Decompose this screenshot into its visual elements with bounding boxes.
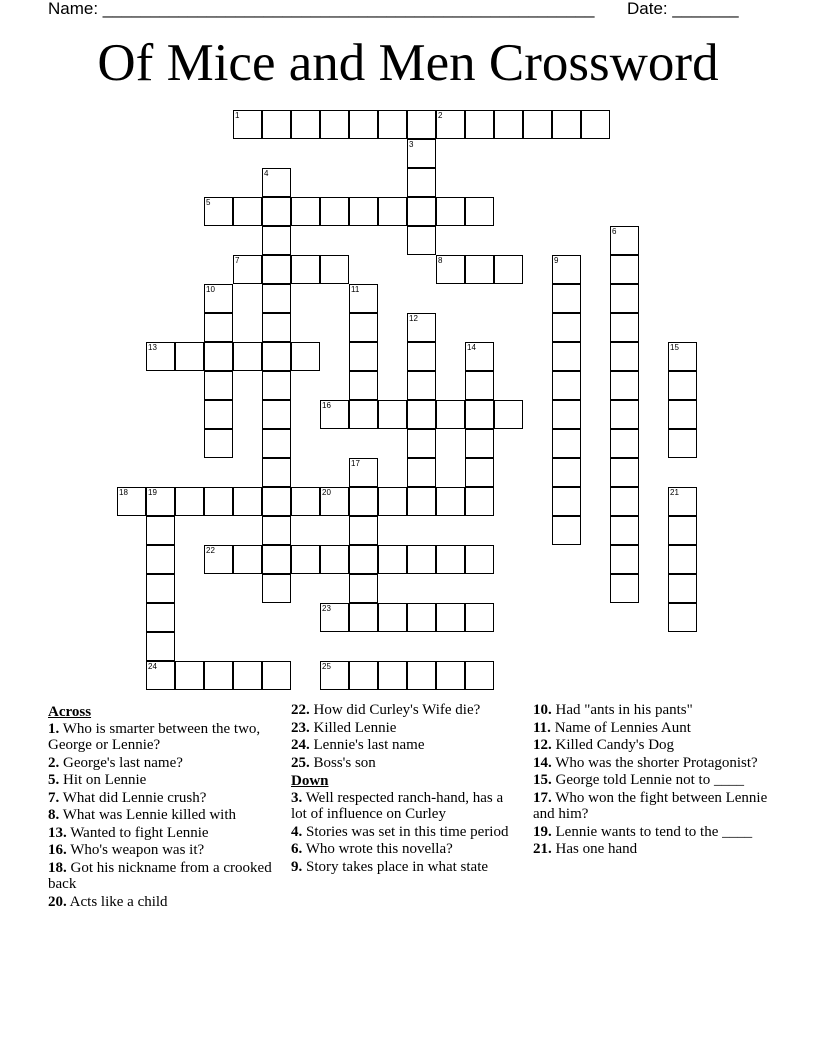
- grid-cell[interactable]: [407, 603, 436, 632]
- clue-item: [533, 702, 769, 719]
- grid-cell[interactable]: [523, 110, 552, 139]
- grid-cell[interactable]: [204, 545, 233, 574]
- grid-cell[interactable]: [465, 342, 494, 371]
- grid-cell[interactable]: [610, 400, 639, 429]
- clue-number: 17: [351, 459, 360, 468]
- clue-item: [533, 841, 769, 858]
- grid-cell[interactable]: [320, 110, 349, 139]
- grid-cell[interactable]: [146, 661, 175, 690]
- grid-cell[interactable]: [407, 342, 436, 371]
- grid-cell[interactable]: [146, 545, 175, 574]
- grid-cell[interactable]: [610, 226, 639, 255]
- clue-text: George told Lennie not to ____: [551, 772, 744, 788]
- grid-cell[interactable]: [204, 661, 233, 690]
- grid-cell[interactable]: [320, 400, 349, 429]
- clue-number: 1: [235, 111, 240, 120]
- grid-cell[interactable]: [146, 574, 175, 603]
- grid-cell[interactable]: [378, 197, 407, 226]
- clue-item: [291, 859, 511, 876]
- clue-number: 20: [322, 488, 331, 497]
- clue-number-label: 1.: [48, 720, 60, 737]
- grid-cell[interactable]: [204, 429, 233, 458]
- clue-number-label: 20.: [48, 893, 67, 910]
- grid-cell[interactable]: [610, 487, 639, 516]
- grid-cell[interactable]: [465, 545, 494, 574]
- clue-item: [48, 790, 284, 807]
- grid-cell[interactable]: [262, 574, 291, 603]
- clue-text: Who wrote this novella?: [302, 841, 453, 857]
- grid-cell[interactable]: [465, 400, 494, 429]
- clue-text: What was Lennie killed with: [59, 807, 237, 823]
- clue-text: What did Lennie crush?: [59, 789, 207, 806]
- clue-item: [533, 755, 769, 772]
- grid-cell[interactable]: [233, 110, 262, 139]
- clue-text: Well respected ranch-hand, has a lot of influence on Curley: [291, 789, 504, 822]
- grid-cell[interactable]: [175, 661, 204, 690]
- grid-cell[interactable]: [610, 284, 639, 313]
- grid-cell[interactable]: [262, 371, 291, 400]
- grid-cell[interactable]: [320, 487, 349, 516]
- clue-number-label: 19.: [533, 823, 552, 840]
- clue-text: Stories was set in this time period: [302, 823, 509, 840]
- across-heading: Across: [48, 704, 92, 720]
- grid-cell[interactable]: [610, 458, 639, 487]
- grid-cell[interactable]: [407, 139, 436, 168]
- grid-cell[interactable]: [668, 603, 697, 632]
- clue-number-label: 11.: [533, 719, 551, 736]
- grid-cell[interactable]: [204, 284, 233, 313]
- clue-item: [533, 790, 769, 823]
- grid-cell[interactable]: [262, 255, 291, 284]
- clue-number-label: 12.: [533, 737, 552, 753]
- clue-number-label: 16.: [48, 842, 67, 858]
- grid-cell[interactable]: [262, 284, 291, 313]
- clue-text: Got his nickname from a crooked back: [48, 859, 272, 892]
- grid-cell[interactable]: [552, 255, 581, 284]
- clue-number-label: 15.: [533, 772, 552, 788]
- clue-text: Had "ants in his pants": [551, 702, 693, 718]
- grid-cell[interactable]: [436, 255, 465, 284]
- grid-cell[interactable]: [407, 545, 436, 574]
- clue-item: [533, 720, 769, 737]
- grid-cell[interactable]: [552, 516, 581, 545]
- clue-number-label: 2.: [48, 754, 60, 771]
- clue-number: 10: [206, 285, 215, 294]
- clue-number: 25: [322, 662, 331, 671]
- grid-cell[interactable]: [349, 400, 378, 429]
- grid-cell[interactable]: [552, 110, 581, 139]
- clue-number-label: 13.: [48, 824, 67, 841]
- clue-number-label: 5.: [48, 772, 60, 788]
- grid-cell[interactable]: [146, 487, 175, 516]
- grid-cell[interactable]: [668, 371, 697, 400]
- grid-cell[interactable]: [407, 197, 436, 226]
- grid-cell[interactable]: [204, 487, 233, 516]
- grid-cell[interactable]: [320, 545, 349, 574]
- grid-cell[interactable]: [291, 255, 320, 284]
- grid-cell[interactable]: [146, 632, 175, 661]
- grid-cell[interactable]: [552, 458, 581, 487]
- clue-number-label: 3.: [291, 789, 303, 806]
- clue-text: Killed Lennie: [309, 719, 397, 736]
- clue-number: 5: [206, 198, 211, 207]
- grid-cell[interactable]: [436, 400, 465, 429]
- clue-item: [291, 755, 511, 772]
- clue-text: Lennie's last name: [309, 737, 425, 753]
- grid-cell[interactable]: [465, 661, 494, 690]
- grid-cell[interactable]: [407, 400, 436, 429]
- grid-cell[interactable]: [349, 284, 378, 313]
- grid-cell[interactable]: [349, 458, 378, 487]
- clue-number: 11: [351, 285, 360, 294]
- clue-number-label: 10.: [533, 702, 552, 718]
- clue-number: 8: [438, 256, 443, 265]
- grid-cell[interactable]: [610, 371, 639, 400]
- grid-cell[interactable]: [668, 342, 697, 371]
- grid-cell[interactable]: [204, 313, 233, 342]
- grid-cell[interactable]: [407, 429, 436, 458]
- grid-cell[interactable]: [262, 226, 291, 255]
- grid-cell[interactable]: [262, 400, 291, 429]
- grid-cell[interactable]: [407, 110, 436, 139]
- grid-cell[interactable]: [233, 661, 262, 690]
- grid-cell[interactable]: [349, 110, 378, 139]
- clue-number: 6: [612, 227, 617, 236]
- grid-cell[interactable]: [233, 255, 262, 284]
- grid-cell[interactable]: [465, 429, 494, 458]
- clue-item: [533, 824, 769, 841]
- clue-number: 3: [409, 140, 414, 149]
- grid-cell[interactable]: [262, 429, 291, 458]
- clue-number-label: 21.: [533, 841, 552, 857]
- grid-cell[interactable]: [349, 371, 378, 400]
- clue-item: [48, 721, 284, 754]
- clue-item: [48, 772, 284, 789]
- clue-item: [533, 772, 769, 789]
- clue-number: 15: [670, 343, 679, 352]
- grid-cell[interactable]: [349, 342, 378, 371]
- across-clue-list-continued: [291, 702, 511, 771]
- grid-cell[interactable]: [146, 516, 175, 545]
- clue-text: Lennie wants to tend to the ____: [551, 823, 753, 840]
- clue-item: [48, 825, 284, 842]
- grid-cell[interactable]: [436, 661, 465, 690]
- grid-cell[interactable]: [610, 429, 639, 458]
- grid-cell[interactable]: [407, 487, 436, 516]
- name-field-label[interactable]: Name: ____________________________________________________: [48, 0, 595, 18]
- clue-text: Acts like a child: [66, 893, 168, 910]
- clue-item: [291, 790, 511, 823]
- grid-cell[interactable]: [204, 371, 233, 400]
- grid-cell[interactable]: [175, 342, 204, 371]
- across-clue-list: [48, 721, 284, 911]
- grid-cell[interactable]: [291, 545, 320, 574]
- clue-item: [48, 842, 284, 859]
- grid-cell[interactable]: [378, 400, 407, 429]
- grid-cell[interactable]: [552, 284, 581, 313]
- grid-cell[interactable]: [291, 342, 320, 371]
- grid-cell[interactable]: [291, 487, 320, 516]
- clue-number: 4: [264, 169, 269, 178]
- clue-text: George's last name?: [59, 754, 183, 771]
- clue-number-label: 14.: [533, 754, 552, 771]
- clue-number-label: 18.: [48, 859, 67, 876]
- grid-cell[interactable]: [552, 313, 581, 342]
- grid-cell[interactable]: [668, 487, 697, 516]
- grid-cell[interactable]: [552, 429, 581, 458]
- clue-text: How did Curley's Wife die?: [309, 702, 481, 718]
- grid-cell[interactable]: [378, 661, 407, 690]
- grid-cell[interactable]: [552, 342, 581, 371]
- grid-cell[interactable]: [610, 255, 639, 284]
- grid-cell[interactable]: [407, 226, 436, 255]
- grid-cell[interactable]: [262, 313, 291, 342]
- grid-cell[interactable]: [349, 313, 378, 342]
- grid-cell[interactable]: [668, 545, 697, 574]
- clue-number: 21: [670, 488, 679, 497]
- clue-number-label: 22.: [291, 702, 310, 718]
- grid-cell[interactable]: [320, 661, 349, 690]
- grid-cell[interactable]: [610, 574, 639, 603]
- grid-cell[interactable]: [465, 458, 494, 487]
- down-clue-list: [291, 790, 511, 876]
- grid-cell[interactable]: [378, 487, 407, 516]
- grid-cell[interactable]: [349, 661, 378, 690]
- grid-cell[interactable]: [610, 545, 639, 574]
- clue-item: [291, 841, 511, 858]
- grid-cell[interactable]: [407, 661, 436, 690]
- grid-cell[interactable]: [668, 516, 697, 545]
- grid-cell[interactable]: [204, 342, 233, 371]
- grid-cell[interactable]: [494, 255, 523, 284]
- grid-cell[interactable]: [407, 458, 436, 487]
- grid-cell[interactable]: [233, 197, 262, 226]
- grid-cell[interactable]: [262, 487, 291, 516]
- clue-text: Who won the fight between Lennie and him?: [533, 789, 768, 822]
- clue-number-label: 4.: [291, 823, 303, 840]
- grid-cell[interactable]: [668, 400, 697, 429]
- grid-cell[interactable]: [204, 197, 233, 226]
- clue-item: [48, 807, 284, 824]
- clue-number: 22: [206, 546, 215, 555]
- grid-cell[interactable]: [378, 545, 407, 574]
- clue-number-label: 24.: [291, 737, 310, 753]
- grid-cell[interactable]: [465, 603, 494, 632]
- grid-cell[interactable]: [668, 574, 697, 603]
- clue-text: Name of Lennies Aunt: [550, 719, 691, 736]
- grid-cell[interactable]: [465, 371, 494, 400]
- grid-cell[interactable]: [349, 545, 378, 574]
- grid-cell[interactable]: [262, 197, 291, 226]
- grid-cell[interactable]: [204, 400, 233, 429]
- grid-cell[interactable]: [262, 458, 291, 487]
- grid-cell[interactable]: [407, 371, 436, 400]
- clue-text: Who's weapon was it?: [66, 842, 205, 858]
- grid-cell[interactable]: [610, 313, 639, 342]
- clue-number-label: 8.: [48, 807, 60, 823]
- down-heading: Down: [291, 773, 329, 789]
- clue-number: 16: [322, 401, 331, 410]
- clue-number-label: 9.: [291, 858, 303, 875]
- clue-item: [533, 737, 769, 754]
- clue-text: Who was the shorter Protagonist?: [551, 754, 758, 771]
- clue-text: Killed Candy's Dog: [551, 737, 675, 753]
- grid-cell[interactable]: [436, 487, 465, 516]
- grid-cell[interactable]: [291, 110, 320, 139]
- grid-cell[interactable]: [233, 545, 262, 574]
- clue-number: 18: [119, 488, 128, 497]
- grid-cell[interactable]: [436, 603, 465, 632]
- clue-item: [291, 824, 511, 841]
- grid-cell[interactable]: [146, 342, 175, 371]
- grid-cell[interactable]: [436, 545, 465, 574]
- clue-number-label: 7.: [48, 789, 60, 806]
- clue-item: [291, 737, 511, 754]
- grid-cell[interactable]: [320, 255, 349, 284]
- clue-number: 9: [554, 256, 559, 265]
- grid-cell[interactable]: [610, 516, 639, 545]
- grid-cell[interactable]: [175, 487, 204, 516]
- clue-number-label: 25.: [291, 754, 310, 771]
- clue-item: [48, 860, 284, 893]
- grid-cell[interactable]: [262, 110, 291, 139]
- grid-cell[interactable]: [349, 603, 378, 632]
- grid-cell[interactable]: [552, 487, 581, 516]
- grid-cell[interactable]: [320, 197, 349, 226]
- clue-item: [291, 702, 511, 719]
- clue-text: Story takes place in what state: [302, 858, 489, 875]
- clue-number: 14: [467, 343, 476, 352]
- grid-cell[interactable]: [262, 168, 291, 197]
- clue-number: 2: [438, 111, 443, 120]
- grid-cell[interactable]: [233, 342, 262, 371]
- grid-cell[interactable]: [262, 342, 291, 371]
- clue-text: Boss's son: [309, 754, 376, 771]
- grid-cell[interactable]: [349, 516, 378, 545]
- grid-cell[interactable]: [378, 110, 407, 139]
- page-title: Of Mice and Men Crossword: [97, 34, 719, 92]
- clue-item: [48, 755, 284, 772]
- clue-number: 13: [148, 343, 157, 352]
- grid-cell[interactable]: [349, 197, 378, 226]
- grid-cell[interactable]: [581, 110, 610, 139]
- clue-number: 24: [148, 662, 157, 671]
- grid-cell[interactable]: [494, 400, 523, 429]
- grid-cell[interactable]: [465, 255, 494, 284]
- grid-cell[interactable]: [117, 487, 146, 516]
- clue-number-label: 17.: [533, 789, 552, 806]
- grid-cell[interactable]: [668, 429, 697, 458]
- grid-cell[interactable]: [262, 545, 291, 574]
- grid-cell[interactable]: [407, 168, 436, 197]
- grid-cell[interactable]: [436, 110, 465, 139]
- grid-cell[interactable]: [610, 342, 639, 371]
- grid-cell[interactable]: [407, 313, 436, 342]
- grid-cell[interactable]: [262, 516, 291, 545]
- clues-column-3: [533, 702, 769, 859]
- grid-cell[interactable]: [146, 603, 175, 632]
- grid-cell[interactable]: [378, 603, 407, 632]
- grid-cell[interactable]: [233, 487, 262, 516]
- down-clue-list-continued: [533, 702, 769, 858]
- grid-cell[interactable]: [494, 110, 523, 139]
- clues-column-1: [48, 702, 284, 911]
- grid-cell[interactable]: [291, 197, 320, 226]
- clue-number: 23: [322, 604, 331, 613]
- clue-number: 12: [409, 314, 418, 323]
- grid-cell[interactable]: [552, 400, 581, 429]
- grid-cell[interactable]: [349, 574, 378, 603]
- date-field-label[interactable]: Date: _______: [627, 0, 739, 18]
- grid-cell[interactable]: [262, 661, 291, 690]
- clue-number: 19: [148, 488, 157, 497]
- grid-cell[interactable]: [552, 371, 581, 400]
- grid-cell[interactable]: [349, 487, 378, 516]
- clue-number: 7: [235, 256, 240, 265]
- clues-column-2: [291, 702, 511, 876]
- grid-cell[interactable]: [465, 197, 494, 226]
- clue-text: Has one hand: [551, 841, 638, 857]
- clue-number-label: 6.: [291, 841, 303, 857]
- clue-text: Hit on Lennie: [59, 772, 147, 788]
- clue-number-label: 23.: [291, 719, 310, 736]
- grid-cell[interactable]: [320, 603, 349, 632]
- grid-cell[interactable]: [465, 110, 494, 139]
- clue-item: [48, 894, 284, 911]
- grid-cell[interactable]: [465, 487, 494, 516]
- clue-text: Wanted to fight Lennie: [66, 824, 209, 841]
- clue-text: Who is smarter between the two, George or Lennie?: [48, 720, 261, 753]
- clue-item: [291, 720, 511, 737]
- grid-cell[interactable]: [436, 197, 465, 226]
